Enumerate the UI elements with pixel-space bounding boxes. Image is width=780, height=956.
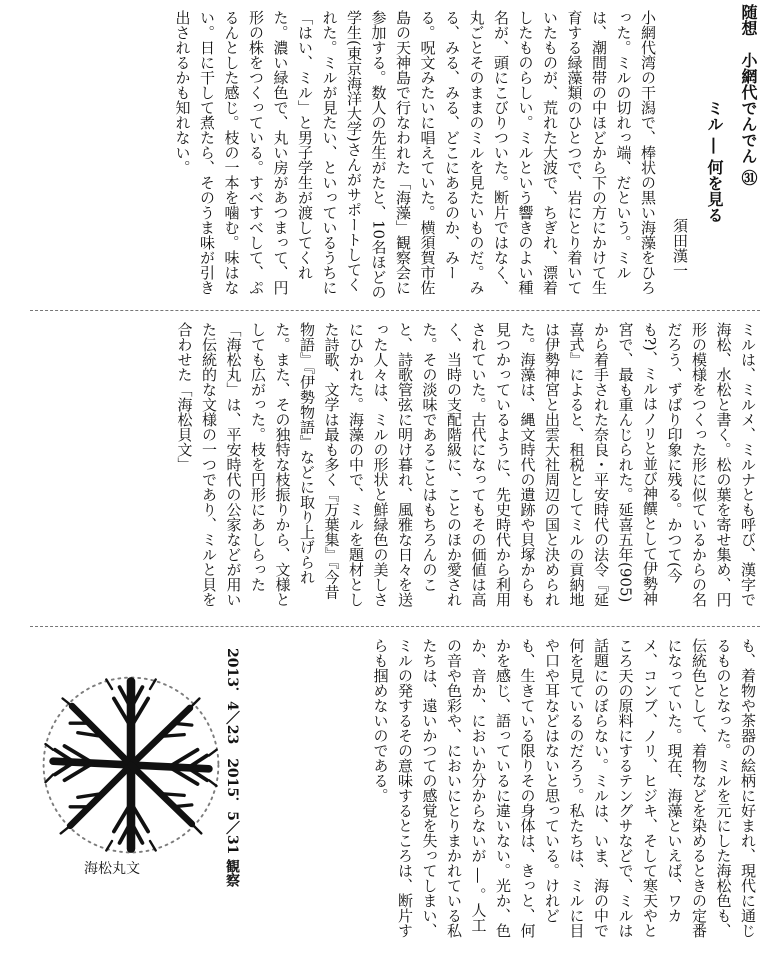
author-name: 須田漢一	[671, 218, 689, 278]
kaisho-maru-crest-icon	[36, 670, 226, 860]
section1-body: 小網代湾の干潟で、棒状の黒い海藻をひろった。ミルの切れっ端、だという。ミルは、潮間帯の中ほどから下の方にかけて生育する緑藻類のひとつで、岩にとり着いていたものが、荒れた大波で、ちぎれ、漂着したものらしい。ミルという響きのよい種名が、頭にこびりついた。断片ではなく、丸ごとそのままのミルを見たいものだ。みる、みる、みる、どこにあるのか、みーる。呪文みたいに唱えていた。横須賀市佐島の天神島で行なわれた「海藻」観察会に参加する。数人の先生がたと、10名ほどの学生(東京海洋大学)さんがサポートしてくれた。ミルが見たい、といっているうちに「はい、ミル」と男子学生が渡してくれた。濃い緑色で、丸い房があつまって、円形の株をつくっている。すべすべして、ぷるんとした感じ。枝の一本を噛む。味はない。日に干して煮たら、そのうま味が引き出されるかも知れない。	[173, 10, 657, 300]
section2-body: ミルは、ミルメ、ミルナとも呼び、漢字で海松、水松と書く。松の葉を寄せ集め、円形の模様をつくった形に似ているからの名だろう、ずばり印象に残る。かつて(今も?)、ミルはノリと並び神饌として伊勢神宮で、最も重んじられた。延喜五年(905)から着手された奈良・平安時代の法令『延喜式』によると、租税としてミルの貢納地は伊勢神宮と出雲大社周辺の国と決められた。海藻は、縄文時代の遺跡や貝塚からも見つかっているように、先史時代から利用されていた。古代になってもその価値は高く、当時の支配階級に、ことのほか愛された。その淡味であることはもちろんのこと、詩歌管弦に明け暮れ、風雅な日々を送った人々は、ミルの形状と鮮緑色の美しさにひかれた。海藻の中で、ミルを題材とした詩歌、文学は最も多く『万葉集』『今昔物語』『伊勢物語』などに取り上げられた。また、その独特な枝振りから、文様としても広がった。枝を円形にあしらった「海松丸」は、平安時代の公家などが用いた伝統的な文様の一つであり、ミルと貝を合わせた「海松貝文」	[175, 322, 757, 607]
section3-body: も、着物や茶器の絵柄に好まれ、現代に通じるものとなった。ミルを元にした海松色も、伝統色として、着物などを染めるときの定番になっていた。現在、海藻といえば、ワカメ、コンブ、ノリ、ヒジキ、そして寒天やところ天の原料にするテングサなどで、ミルは話題にのぼらない。ミルは、いま、海の中で何を見ているのだろう。私たちは、ミルに目や口や耳などはないと思っている。けれども、生きている限りその身体は、きっと、何かを感じ、語っているに違いない。光か、色か、音か、においか分からないが ― 。人工の音や色彩や、においにとりまかれている私たちは、遠いかつての感覚を失ってしまい、ミルの発するその意味するところは、断片すらも掴めないのである。	[371, 638, 757, 938]
section-divider-2	[30, 626, 760, 627]
section-divider-1	[30, 310, 760, 311]
observation-dates: 2013．4／23 2015．5／31 観察	[224, 648, 240, 888]
essay-subtitle: ミル ― 何を見る	[705, 100, 724, 224]
series-title: 随想 小網代でんでん ㉛	[739, 4, 758, 186]
figure-caption: 海松丸文	[84, 861, 140, 877]
